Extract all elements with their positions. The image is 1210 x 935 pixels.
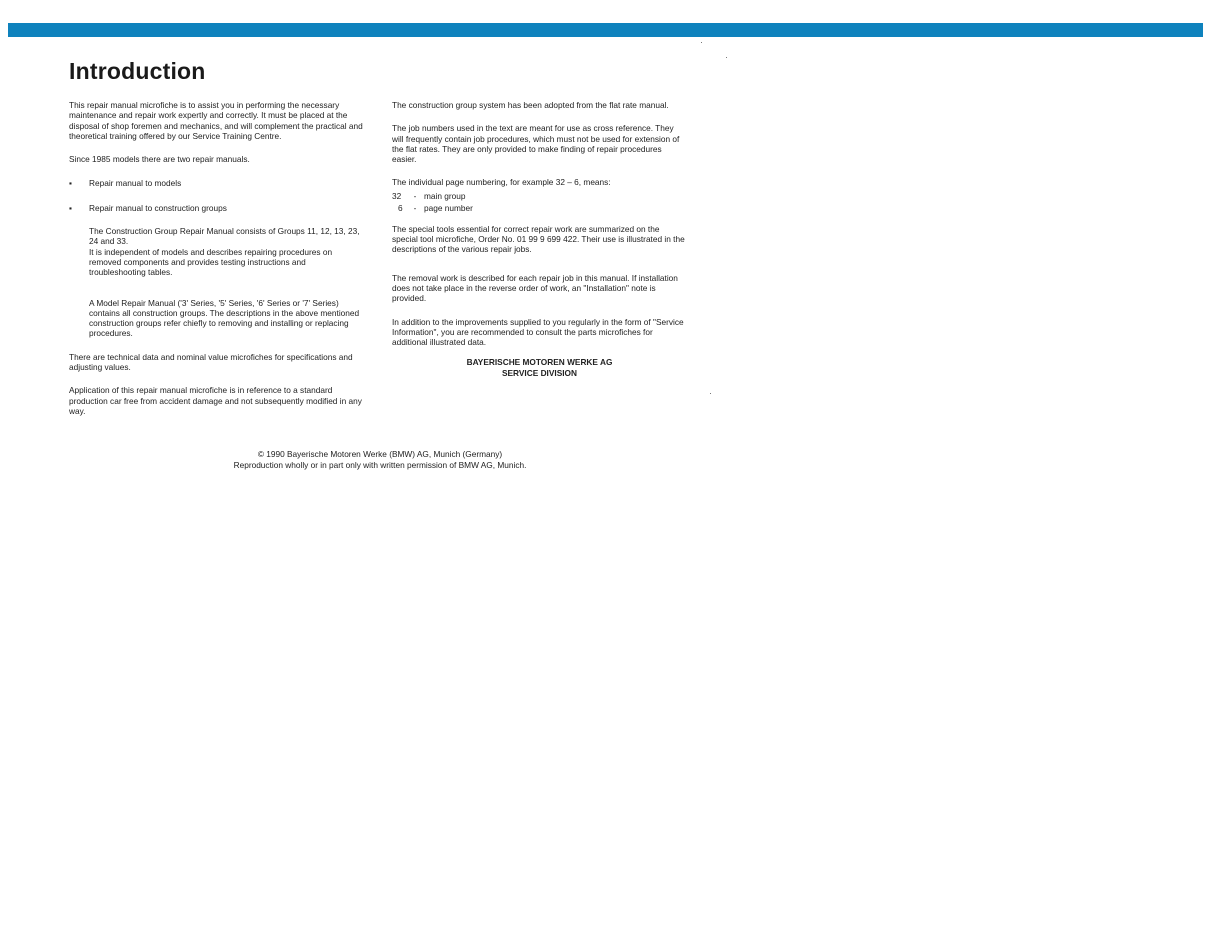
bullet-icon: ▪ <box>69 202 72 213</box>
service-information-paragraph: In addition to the improvements supplied to you regularly in the form of "Service Information", you are recommended to consult the parts microfiches for additional illustrated data. <box>392 316 684 348</box>
numbering-label: main group <box>424 190 466 201</box>
job-numbers-paragraph: The job numbers used in the text are meant for use as cross reference. They will frequently contain job procedures, which must not be used for extension of the flat rates. They are only provided to make finding of repair procedures easier. <box>392 123 680 165</box>
numbering-dash: - <box>413 190 417 201</box>
manuals-count-paragraph: Since 1985 models there are two repair manuals. <box>69 154 250 165</box>
numbering-value: 32 <box>392 190 402 201</box>
reproduction-notice: Reproduction wholly or in part only with written permission of BMW AG, Munich. <box>233 460 527 470</box>
scan-speck <box>710 393 711 394</box>
bullet-item-construction-groups <box>69 203 364 213</box>
bullet-text: Repair manual to construction groups <box>89 202 227 213</box>
signature-division: SERVICE DIVISION <box>501 368 577 379</box>
bullet-icon: ▪ <box>69 178 72 189</box>
copyright-footer <box>200 449 560 471</box>
intro-paragraph: This repair manual microfiche is to assist you in performing the necessary maintenance and repair work expertly and correctly. It must be placed at the disposal of shop foremen and mechanics, and will complement the practical and theoretical training offered by our Service Training Centre. <box>69 100 363 141</box>
page-title: Introduction <box>69 58 206 84</box>
application-paragraph: Application of this repair manual microfiche is in reference to a standard production car free from accident damage and not subsequently modified in any way. <box>69 385 362 416</box>
numbering-row-main-group <box>392 190 687 202</box>
bullet-item-models <box>69 178 364 188</box>
scan-speck <box>701 42 702 43</box>
header-accent-bar <box>8 23 1203 37</box>
numbering-label: page number <box>424 202 473 213</box>
signature-company: BAYERISCHE MOTOREN WERKE AG <box>466 357 613 368</box>
construction-group-manual-details: It is independent of models and describes repairing procedures on removed components and provides testing instructions and troubleshooting tables. <box>89 246 333 278</box>
numbering-value: 6 <box>398 202 403 213</box>
construction-group-manual-paragraph: The Construction Group Repair Manual consists of Groups 11, 12, 13, 23, 24 and 33. <box>89 226 360 247</box>
construction-group-system-paragraph: The construction group system has been adopted from the flat rate manual. <box>392 100 669 110</box>
numbering-row-page-number <box>392 202 687 214</box>
bullet-text: Repair manual to models <box>89 178 182 189</box>
technical-data-paragraph: There are technical data and nominal value microfiches for specifications and adjusting values. <box>69 351 353 373</box>
scan-speck <box>726 57 727 58</box>
special-tools-paragraph: The special tools essential for correct repair work are summarized on the special tool microfiche, Order No. 01 99 9 699 422. Their use is illustrated in the descriptions of the various repair jobs. <box>392 223 685 255</box>
right-column <box>392 100 687 379</box>
numbering-dash: - <box>413 202 417 213</box>
copyright-line: © 1990 Bayerische Motoren Werke (BMW) AG, Munich (Germany) <box>257 449 503 459</box>
removal-work-paragraph: The removal work is described for each repair job in this manual. If installation does not take place in the reverse order of work, an "Installation" note is provided. <box>392 272 678 304</box>
page-numbering-paragraph: The individual page numbering, for example 32 – 6, means: <box>392 177 611 188</box>
left-column <box>69 100 364 416</box>
signature-block <box>392 357 687 379</box>
model-manual-paragraph: A Model Repair Manual ('3' Series, '5' Series, '6' Series or '7' Series) contains all construction groups. The descriptions in the above mentioned construction groups refer chiefly to removing and installing or replacing procedures. <box>89 297 360 339</box>
